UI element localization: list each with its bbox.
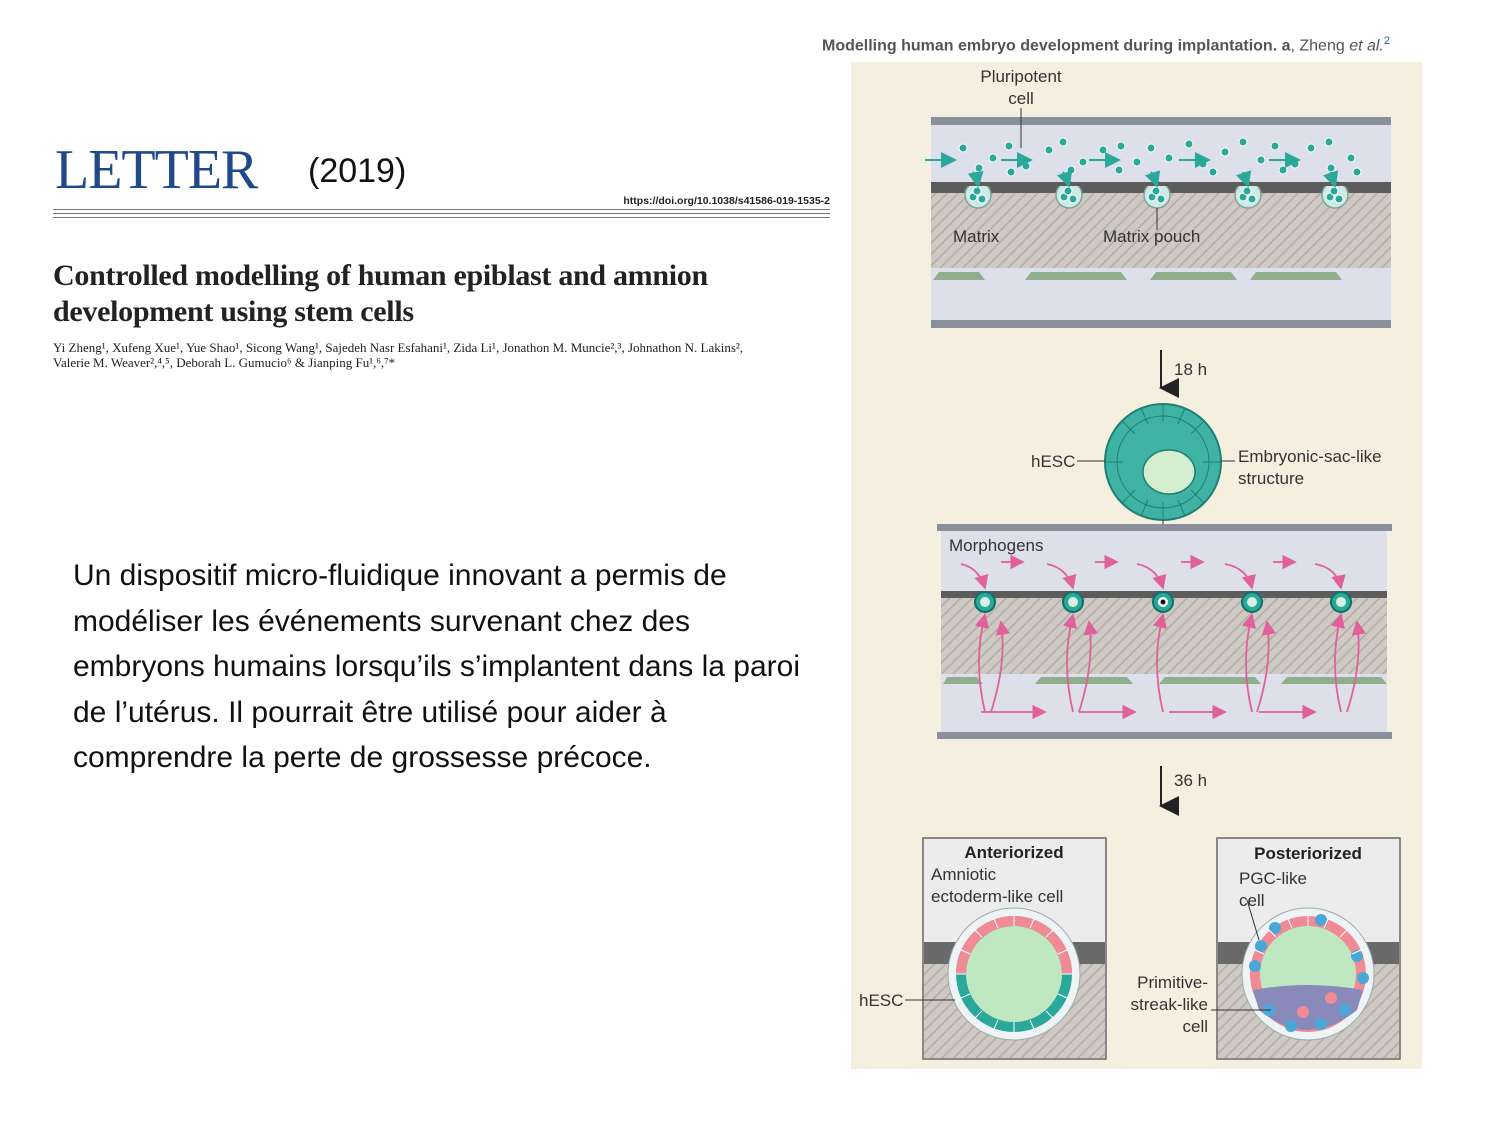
label-amniotic-2: ectoderm-like cell [931, 887, 1064, 906]
label-pgc-like: PGC-like [1239, 869, 1308, 888]
label-anteriorized: Anteriorized [964, 843, 1064, 862]
label-pgc-like-2: cell [1239, 891, 1265, 910]
author-line: Yi Zheng¹, Xufeng Xue¹, Yue Shao¹, Sicong Wang¹, Sajedeh Nasr Esfahani¹, Zida Li¹, Jonathon M. Muncie²,³, Johnathon N. Lakins², [53, 340, 744, 355]
label-18h: 18 h [1174, 360, 1208, 379]
publication-year: (2019) [308, 152, 407, 190]
label-morphogens: Morphogens [949, 536, 1044, 555]
embryonic-sac-structure [1105, 404, 1221, 520]
label-primitive-streak: Primitive- [1137, 973, 1208, 992]
caption-separator: , [1290, 37, 1300, 55]
label-posteriorized: Posteriorized [1254, 844, 1362, 863]
label-pluripotent-cell: Pluripotent [980, 67, 1062, 86]
label-hesc-top: hESC [1031, 452, 1076, 471]
figure-caption [822, 35, 1390, 55]
label-36h: 36 h [1174, 771, 1208, 790]
summary-paragraph: Un dispositif micro-fluidique innovant a permis de modéliser les événements survenant chez des embryons humains lorsqu’ils s’implantent dans la paroi de l’utérus. Il pourrait être utilisé pour aider à comprendre la perte de grossesse précoce. [73, 559, 801, 774]
label-amniotic: Amniotic [931, 865, 997, 884]
device-panel-2 [937, 524, 1392, 739]
header-rule [53, 213, 830, 214]
label-matrix-pouch: Matrix pouch [1103, 227, 1201, 246]
label-sac-like-2: structure [1238, 469, 1305, 488]
embryo-model-figure [851, 62, 1422, 1069]
label-sac-like: Embryonic-sac-like [1238, 447, 1382, 466]
paper-title: Controlled modelling of human epiblast and amnion development using stem cells [53, 259, 708, 328]
caption-author: Zheng [1299, 37, 1350, 55]
doi-link[interactable]: https://doi.org/10.1038/s41586-019-1535-2 [623, 195, 830, 207]
caption-etal: et al. [1349, 37, 1384, 55]
label-hesc-bottom: hESC [859, 991, 904, 1010]
header-rule [53, 209, 830, 210]
journal-section-label: LETTER [55, 139, 258, 201]
caption-bold: Modelling human embryo development during implantation. a [822, 37, 1291, 55]
label-matrix: Matrix [953, 227, 1000, 246]
header-rule [53, 217, 830, 218]
author-list [53, 340, 843, 370]
label-primitive-streak-3: cell [1182, 1017, 1208, 1036]
caption-reference[interactable]: 2 [1383, 35, 1390, 47]
label-primitive-streak-2: streak-like [1130, 995, 1208, 1014]
author-line: Valerie M. Weaver²,⁴,⁵, Deborah L. Gumucio⁶ & Jianping Fu¹,⁶,⁷* [53, 355, 396, 370]
label-pluripotent-cell-2: cell [1008, 89, 1034, 108]
